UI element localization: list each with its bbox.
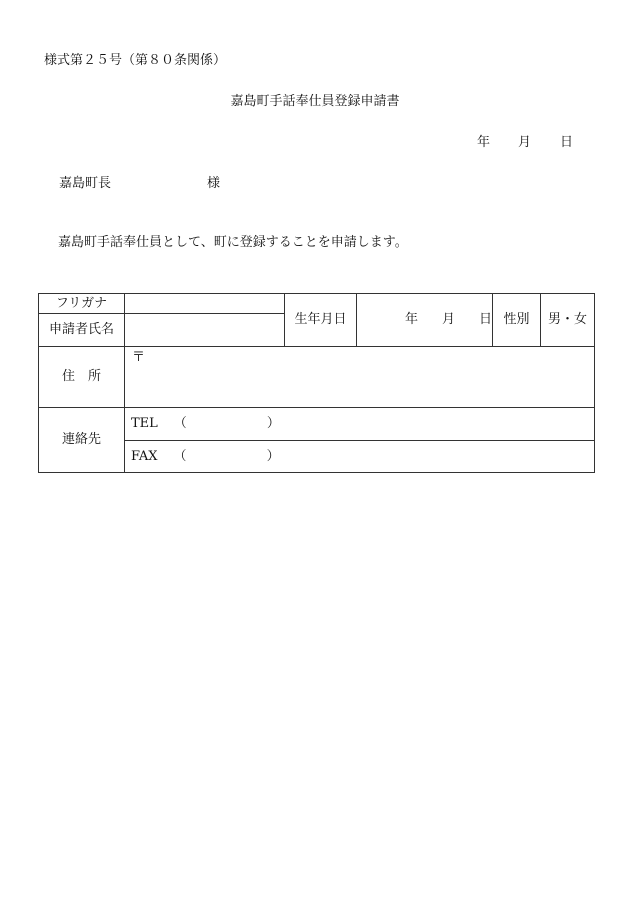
fax-label: FAX — [131, 448, 158, 464]
birthdate-label: 生年月日 — [285, 294, 357, 347]
form-number: 様式第２５号（第８０条関係） — [44, 53, 227, 68]
addressee-honorific: 様 — [207, 176, 221, 191]
application-statement: 嘉島町手話奉仕員として、町に登録することを申請します。 — [58, 235, 408, 250]
form-title: 嘉島町手話奉仕員登録申請書 — [230, 94, 400, 109]
fax-paren-open: （ — [173, 448, 187, 464]
birth-month-label: 月 — [441, 312, 455, 327]
addressee-name: 嘉島町長 — [59, 176, 112, 191]
fax-field[interactable] — [125, 441, 595, 473]
tel-label: TEL — [131, 416, 158, 431]
gender-label: 性別 — [493, 294, 541, 347]
applicant-name-label: 申請者氏名 — [39, 314, 125, 347]
furigana-field[interactable] — [125, 294, 285, 314]
birth-day-label: 日 — [478, 312, 492, 327]
date-day-label: 日 — [560, 135, 574, 150]
birth-year-label: 年 — [404, 312, 418, 327]
application-form-table — [38, 293, 595, 473]
tel-paren-close: ） — [266, 416, 280, 431]
tel-field[interactable] — [125, 408, 595, 441]
applicant-name-field[interactable] — [125, 314, 285, 347]
contact-label: 連絡先 — [39, 408, 125, 473]
date-month-label: 月 — [518, 135, 532, 150]
address-label: 住 所 — [39, 347, 125, 408]
date-year-label: 年 — [477, 135, 491, 150]
tel-paren-open: （ — [173, 416, 187, 431]
birthdate-field[interactable] — [357, 294, 493, 347]
postal-mark: 〒 — [132, 350, 146, 365]
address-field[interactable] — [125, 347, 595, 408]
gender-options[interactable]: 男・女 — [541, 294, 595, 347]
furigana-label: フリガナ — [39, 294, 125, 314]
fax-paren-close: ） — [266, 448, 280, 464]
